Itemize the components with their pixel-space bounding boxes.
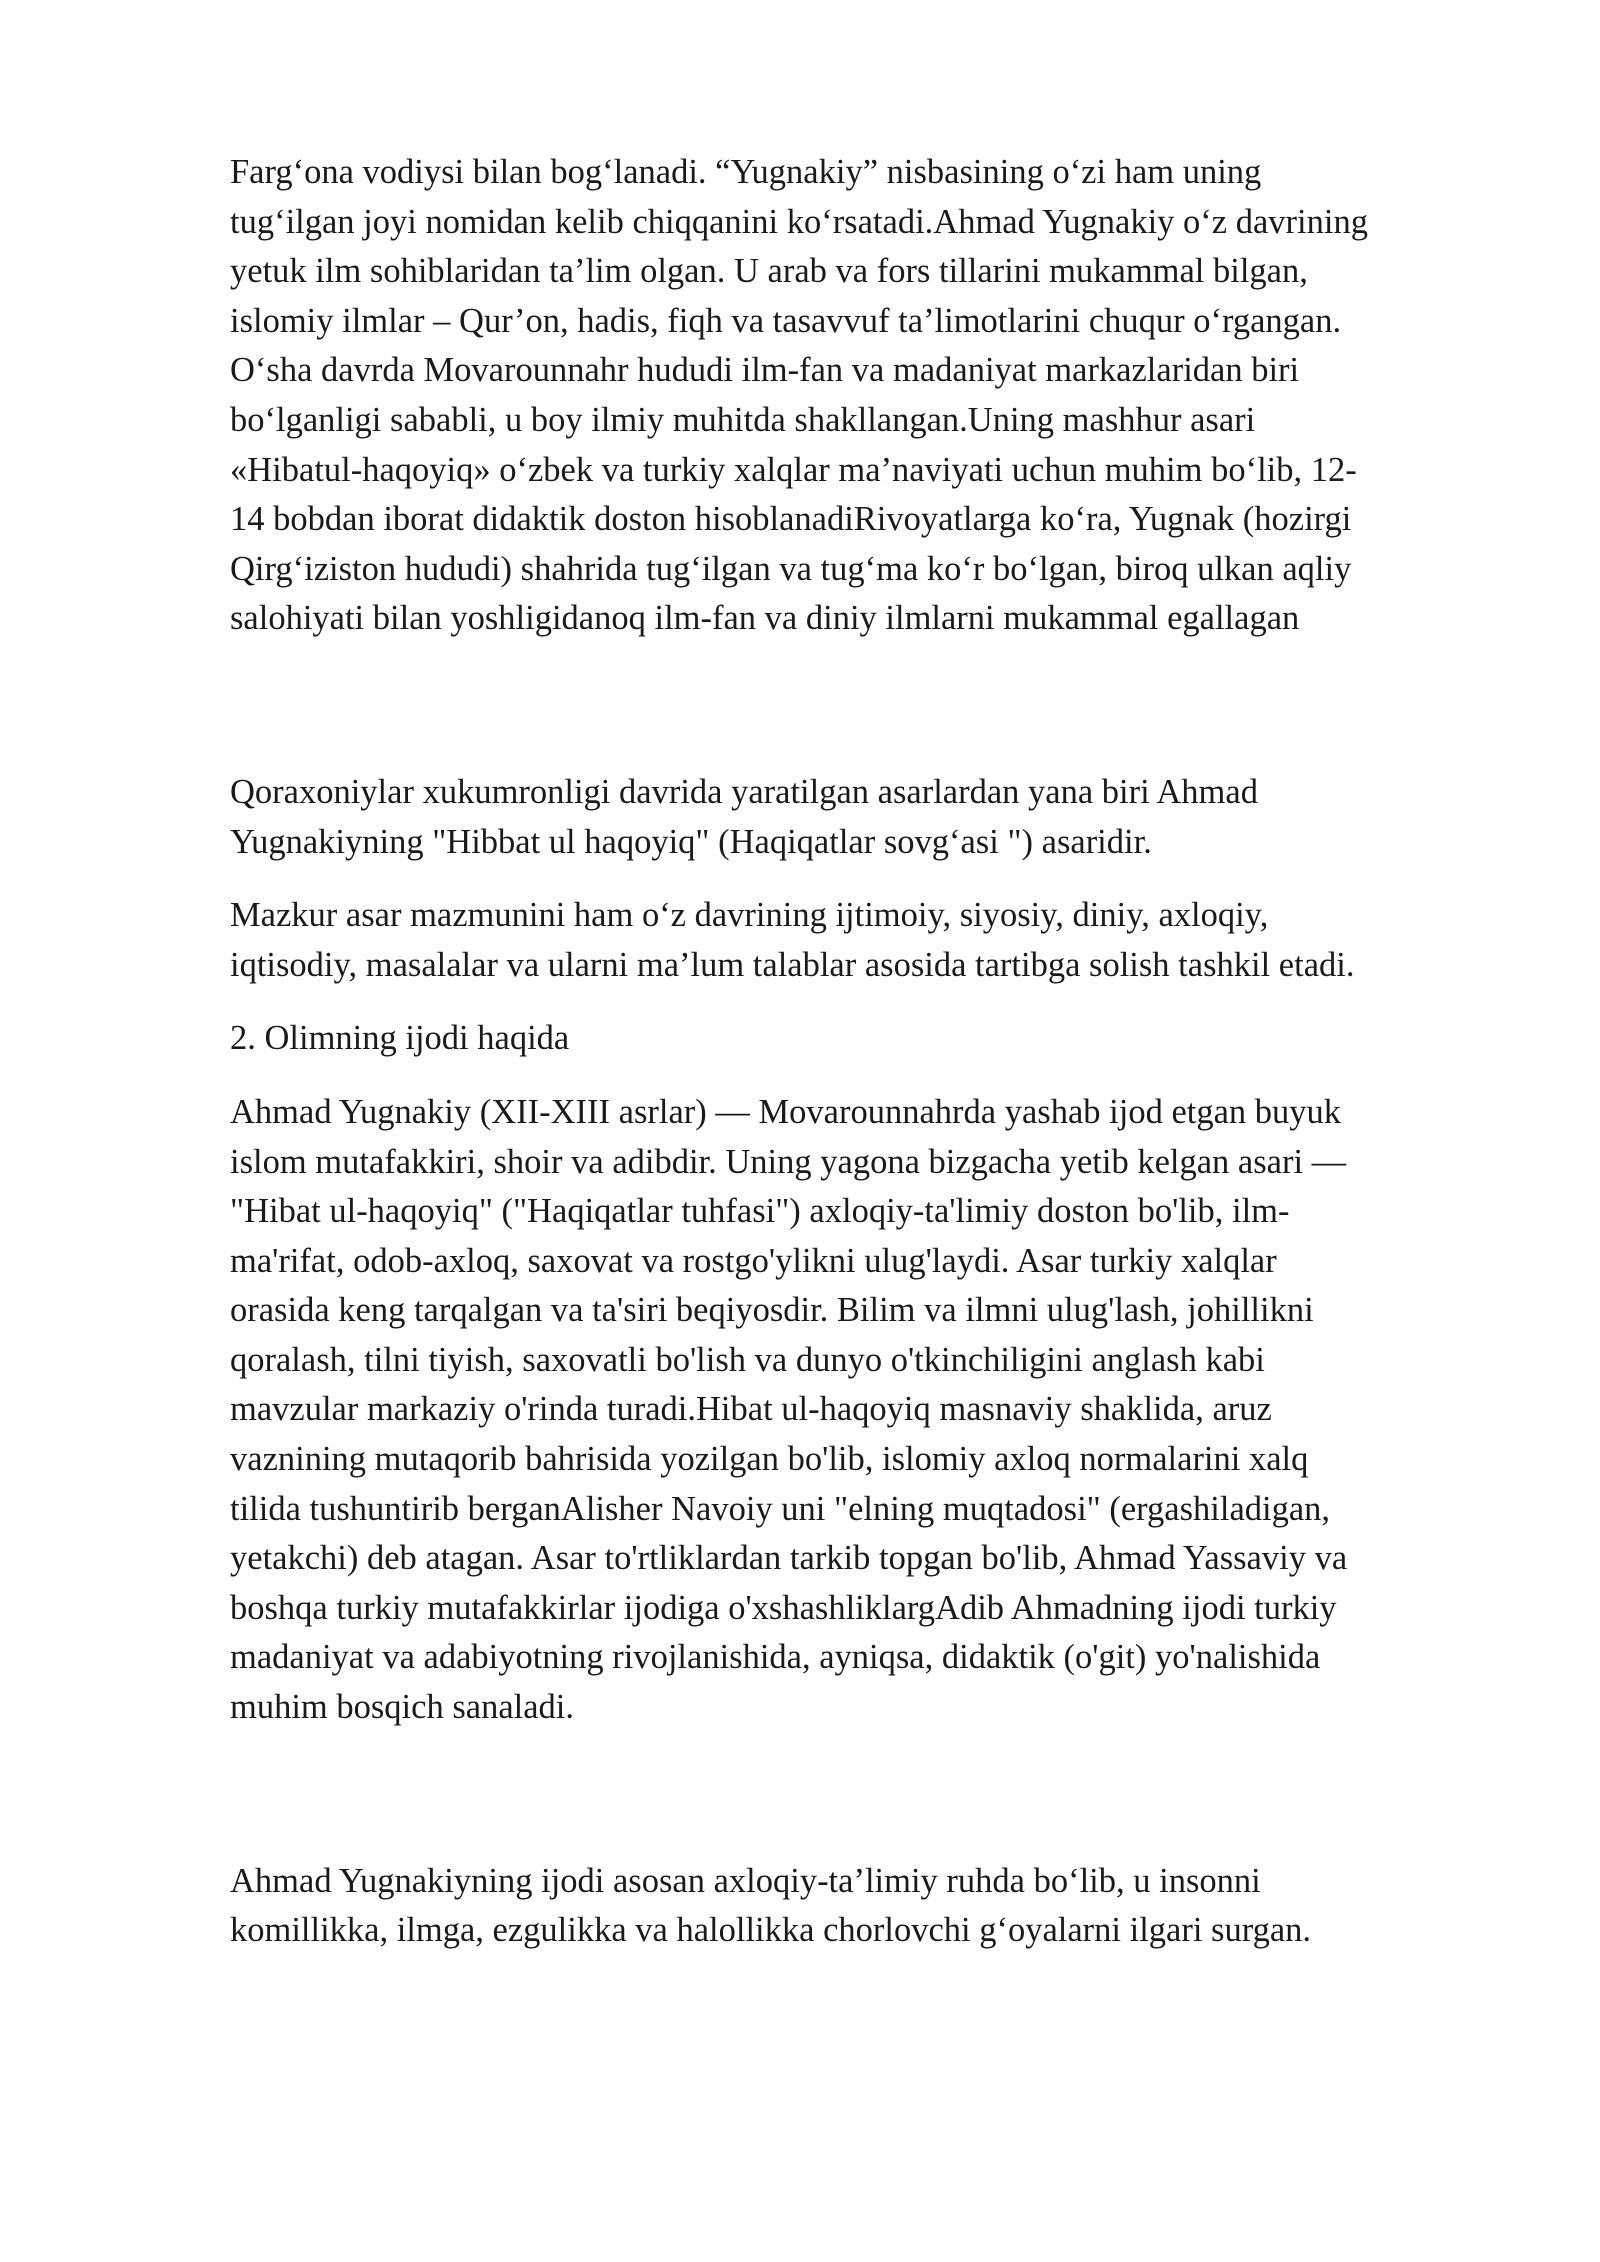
- paragraph-spacer: [230, 1733, 1510, 1857]
- text-line: muhim bosqich sanaladi.: [230, 1688, 574, 1727]
- text-line: Qoraxoniylar xukumronligi davrida yaratilgan asarlardan yana biri Ahmad: [230, 772, 1258, 811]
- paragraph-hibat-ul-haqoyiq: [230, 1088, 1510, 1733]
- text-line: Ahmad Yugnakiyning ijodi asosan axloqiy-ta’limiy ruhda bo‘lib, u insonni: [230, 1861, 1261, 1900]
- text-line: ma'rifat, odob-axloq, saxovat va rostgo'ylikni ulug'laydi. Asar turkiy xalqlar: [230, 1241, 1277, 1280]
- text-line: yetuk ilm sohiblaridan ta’lim olgan. U arab va fors tillarini mukammal bilgan,: [230, 252, 1308, 291]
- text-line: tug‘ilgan joyi nomidan kelib chiqqanini ko‘rsatadi.Ahmad Yugnakiy o‘z davrining: [230, 202, 1368, 241]
- text-line: bo‘lganligi sababli, u boy ilmiy muhitda shakllangan.Uning mashhur asari: [230, 400, 1256, 439]
- paragraph-mazkur-asar: [230, 891, 1510, 990]
- text-line: islomiy ilmlar – Qur’on, hadis, fiqh va tasavvuf ta’limotlarini chuqur o‘rgangan.: [230, 301, 1342, 340]
- paragraph-spacer: [230, 990, 1510, 1014]
- paragraph-yugnakiy-origin: [230, 148, 1510, 644]
- section-heading: [230, 1014, 1510, 1064]
- text-line: salohiyati bilan yoshligidanoq ilm-fan va diniy ilmlarni mukammal egallagan: [230, 599, 1300, 638]
- text-line: 14 bobdan iborat didaktik doston hisoblanadiRivoyatlarga ko‘ra, Yugnak (hozirgi: [230, 500, 1352, 539]
- text-line: O‘sha davrda Movarounnahr hududi ilm-fan va madaniyat markazlaridan biri: [230, 351, 1300, 390]
- paragraph-qoraxoniylar: [230, 768, 1510, 867]
- text-line: Ahmad Yugnakiy (XII-XIII asrlar) — Movarounnahrda yashab ijod etgan buyuk: [230, 1092, 1342, 1131]
- text-line: orasida keng tarqalgan va ta'siri beqiyosdir. Bilim va ilmni ulug'lash, johillikni: [230, 1291, 1314, 1330]
- text-line: boshqa turkiy mutafakkirlar ijodiga o'xshashliklargAdib Ahmadning ijodi turkiy: [230, 1588, 1337, 1627]
- text-line: «Hibatul-haqoyiq» o‘zbek va turkiy xalqlar ma’naviyati uchun muhim bo‘lib, 12-: [230, 450, 1357, 489]
- paragraph-spacer: [230, 1064, 1510, 1088]
- text-line: iqtisodiy, masalalar va ularni ma’lum talablar asosida tartibga solish tashkil etadi.: [230, 945, 1355, 984]
- text-line: komillikka, ilmga, ezgulikka va halollikka chorlovchi g‘oyalarni ilgari surgan.: [230, 1911, 1312, 1950]
- text-line: qoralash, tilni tiyish, saxovatli bo'lish va dunyo o'tkinchiligini anglash kabi: [230, 1340, 1265, 1379]
- text-line: Yugnakiyning "Hibbat ul haqoyiq" (Haqiqatlar sovg‘asi ") asaridir.: [230, 822, 1152, 861]
- text-line: "Hibat ul-haqoyiq" ("Haqiqatlar tuhfasi") axloqiy-ta'limiy doston bo'lib, ilm-: [230, 1192, 1290, 1231]
- text-line: madaniyat va adabiyotning rivojlanishida, ayniqsa, didaktik (o'git) yo'nalishida: [230, 1638, 1321, 1677]
- text-line: yetakchi) deb atagan. Asar to'rtliklardan tarkib topgan bo'lib, Ahmad Yassaviy va: [230, 1539, 1348, 1578]
- text-line: Qirg‘iziston hududi) shahrida tug‘ilgan va tug‘ma ko‘r bo‘lgan, biroq ulkan aqliy: [230, 549, 1352, 588]
- text-line: tilida tushuntirib berganAlisher Navoiy uni "elning muqtadosi" (ergashiladigan,: [230, 1489, 1331, 1528]
- text-line: Farg‘ona vodiysi bilan bog‘lanadi. “Yugnakiy” nisbasining o‘zi ham uning: [230, 153, 1262, 191]
- paragraph-ijod-ruhi: [230, 1857, 1510, 1956]
- paragraph-spacer: [230, 644, 1510, 768]
- text-line: Mazkur asar mazmunini ham o‘z davrining ijtimoiy, siyosiy, diniy, axloqiy,: [230, 896, 1269, 935]
- text-line: 2. Olimning ijodi haqida: [230, 1019, 570, 1058]
- document-page: [230, 148, 1510, 1956]
- text-line: vaznining mutaqorib bahrisida yozilgan bo'lib, islomiy axloq normalarini xalq: [230, 1440, 1309, 1479]
- paragraph-spacer: [230, 867, 1510, 891]
- text-line: islom mutafakkiri, shoir va adibdir. Uning yagona bizgacha yetib kelgan asari —: [230, 1142, 1347, 1181]
- text-line: mavzular markaziy o'rinda turadi.Hibat ul-haqoyiq masnaviy shaklida, aruz: [230, 1390, 1272, 1429]
